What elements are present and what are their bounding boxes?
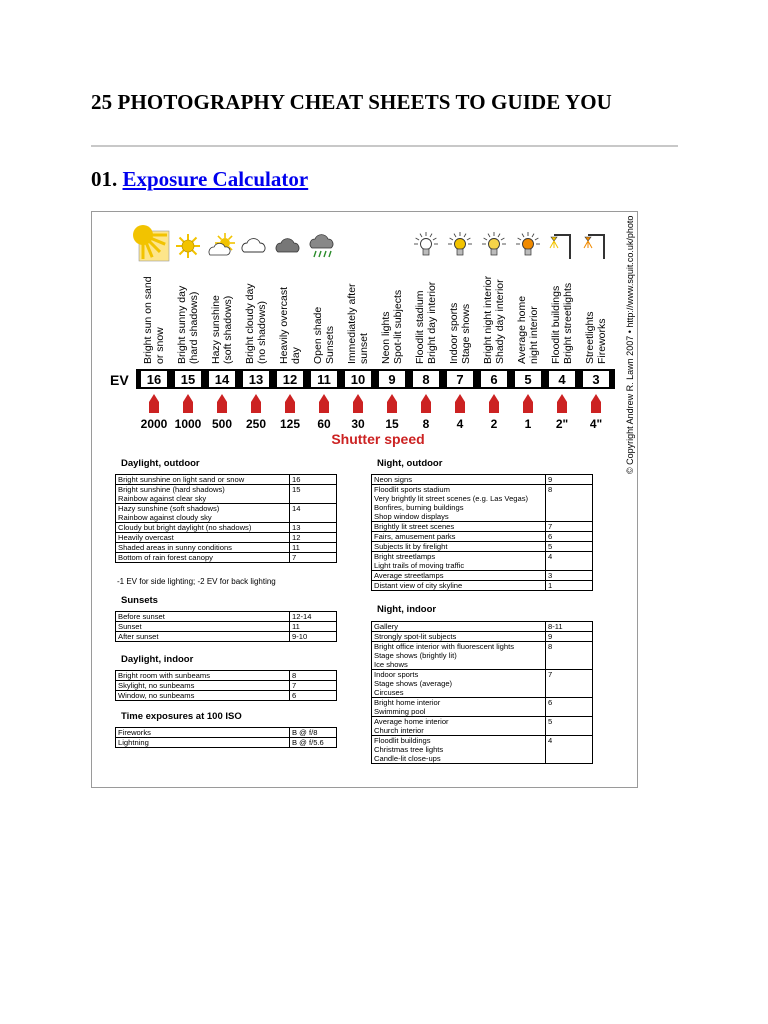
shutter-value: 4" [589,417,603,431]
condition-label: StreetlightsFireworks [584,311,608,364]
cloud-icon [242,239,265,252]
row-ev: 1 [546,581,593,591]
rain-cloud-icon [310,235,333,257]
shutter-speed-label: Shutter speed [331,431,425,447]
condition-label: Bright night interiorShady day interior [482,275,506,364]
row-description: Sunset [116,622,290,632]
daylight-indoor-table [115,670,337,701]
night-indoor-table [371,621,593,764]
shutter-marker [217,394,227,413]
row-ev: 13 [290,523,337,533]
row-description: Window, no sunbeams [116,691,290,701]
ev-bar [136,369,615,389]
condition-label: Bright sun on sandor snow [142,276,166,364]
bright-sun-icon [133,225,169,261]
row-description: Neon signs [372,475,546,485]
ev-value: 6 [490,372,498,387]
table-row [116,504,337,523]
table-row [372,542,593,552]
hazy-sun-icon [209,233,235,255]
row-ev: 7 [290,553,337,563]
row-ev: 12-14 [290,612,337,622]
scale-column [515,232,541,431]
shutter-marker [319,394,329,413]
ev-label: EV [110,372,129,388]
row-description: Bright sunshine on light sand or snow [116,475,290,485]
row-ev: 8 [290,671,337,681]
sunsets-table [115,611,337,642]
table-row [116,485,337,504]
section-heading [91,167,308,192]
row-ev: 5 [546,542,593,552]
row-ev: 8 [546,485,593,522]
ev-value: 4 [558,372,566,387]
row-description: Subjects lit by firelight [372,542,546,552]
time-exposures-table [115,727,337,748]
table-row [372,581,593,591]
table-row [372,485,593,522]
row-description: Floodlit sports stadium Very brightly lit street scenes (e.g. Las Vegas) Bonfires, burning buildings Shop window displays [372,485,546,522]
ev-value: 8 [422,372,430,387]
shutter-marker [591,394,601,413]
sun-icon [176,234,200,258]
section-number: 01. [91,167,118,191]
table-row [116,681,337,691]
row-description: Heavily overcast [116,533,290,543]
row-ev: 5 [546,717,593,736]
row-description: Fairs, amusement parks [372,532,546,542]
sunsets-title: Sunsets [121,595,158,606]
row-ev: 12 [290,533,337,543]
table-row [116,612,337,622]
row-description: Before sunset [116,612,290,622]
table-row [372,622,593,632]
shutter-value: 2" [555,417,569,431]
row-ev: 6 [546,698,593,717]
table-row [116,622,337,632]
table-row [372,670,593,698]
table-row [116,632,337,642]
row-description: Bright sunshine (hard shadows) Rainbow against clear sky [116,485,290,504]
bulb-orange-icon [516,232,540,255]
row-ev: 3 [546,571,593,581]
scale-column [345,283,371,431]
table-row [116,728,337,738]
row-description: Cloudy but bright daylight (no shadows) [116,523,290,533]
streetlight-orange-icon [584,235,604,259]
condition-label: Bright sunny day(hard shadows) [176,285,200,364]
shutter-value: 250 [245,417,267,431]
row-description: Brightly lit street scenes [372,522,546,532]
condition-label: Average homenight interior [516,295,540,364]
shutter-value: 8 [422,417,430,431]
scale-column [583,235,609,431]
shutter-marker [285,394,295,413]
scale-column [447,232,473,431]
table-row [116,671,337,681]
row-description: Bottom of rain forest canopy [116,553,290,563]
row-description: Floodlit buildings Christmas tree lights Candle-lit close-ups [372,736,546,764]
exposure-calculator-link[interactable]: Exposure Calculator [122,167,309,191]
exposure-cheat-sheet [91,211,638,788]
row-ev: 15 [290,485,337,504]
table-row [372,642,593,670]
row-description: Average streetlamps [372,571,546,581]
ev-value: 5 [524,372,532,387]
scale-column [413,232,439,431]
condition-label: Floodlit buildingsBright streetlights [550,282,574,364]
condition-label: Neon lightsSpot-lit subjects [380,289,404,364]
table-row [116,738,337,748]
streetlight-icon [550,235,570,259]
condition-label: Floodlit stadiumBright day interior [414,281,438,364]
scale-column [481,232,507,431]
condition-label: Open shadeSunsets [312,306,336,364]
table-row [116,475,337,485]
shutter-value: 2 [490,417,498,431]
ev-value: 12 [282,372,298,387]
row-ev: 9 [546,632,593,642]
table-row [372,552,593,571]
row-description: Hazy sunshine (soft shadows) Rainbow against cloudy sky [116,504,290,523]
row-description: Bright room with sunbeams [116,671,290,681]
shutter-marker [523,394,533,413]
row-ev: 11 [290,543,337,553]
shutter-marker [183,394,193,413]
row-description: Fireworks [116,728,290,738]
row-ev: 7 [546,670,593,698]
row-description: After sunset [116,632,290,642]
shutter-value: 125 [279,417,301,431]
ev-value: 9 [388,372,396,387]
time-exposures-title: Time exposures at 100 ISO [121,711,242,722]
ev-value: 10 [350,372,366,387]
row-ev: 9-10 [290,632,337,642]
bulb-yellow-icon [448,232,472,255]
daylight-indoor-title: Daylight, indoor [121,654,194,665]
row-ev: 7 [290,681,337,691]
scale-column [242,239,269,431]
ev-value: 11 [317,372,331,387]
row-description: Bright office interior with fluorescent lights Stage shows (brightly lit) Ice shows [372,642,546,670]
table-row [116,553,337,563]
shutter-value: 1000 [174,417,202,431]
condition-label: Hazy sunshine(soft shadows) [210,295,234,364]
ev-value: 14 [214,372,230,387]
condition-label: Indoor sportsStage shows [448,302,472,364]
night-outdoor-table [371,474,593,591]
row-ev: 9 [546,475,593,485]
shutter-value: 1 [524,417,532,431]
shutter-marker [251,394,261,413]
shutter-marker [489,394,499,413]
daylight-outdoor-table [115,474,337,563]
ev-value: 16 [146,372,162,387]
table-row [372,736,593,764]
row-description: Distant view of city skyline [372,581,546,591]
table-row [372,717,593,736]
shutter-value: 60 [317,417,331,431]
table-row [372,532,593,542]
table-row [372,698,593,717]
shutter-value: 500 [211,417,233,431]
row-ev: 14 [290,504,337,523]
row-ev: B @ f/5.6 [290,738,337,748]
table-row [372,475,593,485]
scale-column [175,234,202,431]
row-description: Gallery [372,622,546,632]
shutter-value: 2000 [140,417,168,431]
ev-value: 3 [592,372,600,387]
ev-scale [92,212,638,452]
shutter-marker [387,394,397,413]
condition-label: Heavily overcastday [278,286,302,364]
scale-column [133,225,169,431]
scale-column [549,235,575,431]
row-ev: 8 [546,642,593,670]
ev-value: 15 [180,372,196,387]
row-ev: 11 [290,622,337,632]
table-row [372,571,593,581]
row-description: Shaded areas in sunny conditions [116,543,290,553]
row-ev: 4 [546,736,593,764]
row-ev: 6 [546,532,593,542]
ev-value: 7 [456,372,464,387]
shutter-value: 30 [351,417,365,431]
row-description: Average home interior Church interior [372,717,546,736]
condition-label: Bright cloudy day(no shadows) [244,283,268,364]
row-ev: 7 [546,522,593,532]
table-row [116,533,337,543]
row-ev: 4 [546,552,593,571]
shutter-marker [353,394,363,413]
table-row [116,691,337,701]
row-description: Indoor sports Stage shows (average) Circuses [372,670,546,698]
ev-value: 13 [248,372,264,387]
row-description: Strongly spot-lit subjects [372,632,546,642]
scale-column [379,290,405,431]
row-ev: 6 [290,691,337,701]
row-description: Skylight, no sunbeams [116,681,290,691]
divider [91,145,678,147]
lighting-note: -1 EV for side lighting; -2 EV for back lighting [117,577,276,586]
shutter-marker [421,394,431,413]
scale-column [310,235,337,431]
night-indoor-title: Night, indoor [377,604,437,615]
condition-label: Immediately aftersunset [346,283,370,364]
night-outdoor-title: Night, outdoor [377,458,443,469]
daylight-outdoor-title: Daylight, outdoor [121,458,200,469]
shutter-marker [557,394,567,413]
bulb-dim-icon [482,232,506,255]
table-row [116,543,337,553]
dark-cloud-icon [276,239,299,252]
row-ev: 16 [290,475,337,485]
shutter-marker [455,394,465,413]
shutter-marker [149,394,159,413]
row-ev: B @ f/8 [290,728,337,738]
shutter-value: 15 [385,417,399,431]
row-description: Lightning [116,738,290,748]
row-ev: 8-11 [546,622,593,632]
page-title: 25 PHOTOGRAPHY CHEAT SHEETS TO GUIDE YOU [91,90,612,114]
row-description: Bright streetlamps Light trails of moving traffic [372,552,546,571]
bulb-white-icon [414,232,438,255]
table-row [372,522,593,532]
shutter-value: 4 [456,417,464,431]
table-row [116,523,337,533]
copyright-text: © Copyright Andrew R. Lawn 2007 • http://www.squit.co.uk/photo [625,215,635,474]
scale-column [209,233,235,431]
scale-column [276,239,303,431]
table-row [372,632,593,642]
row-description: Bright home interior Swimming pool [372,698,546,717]
